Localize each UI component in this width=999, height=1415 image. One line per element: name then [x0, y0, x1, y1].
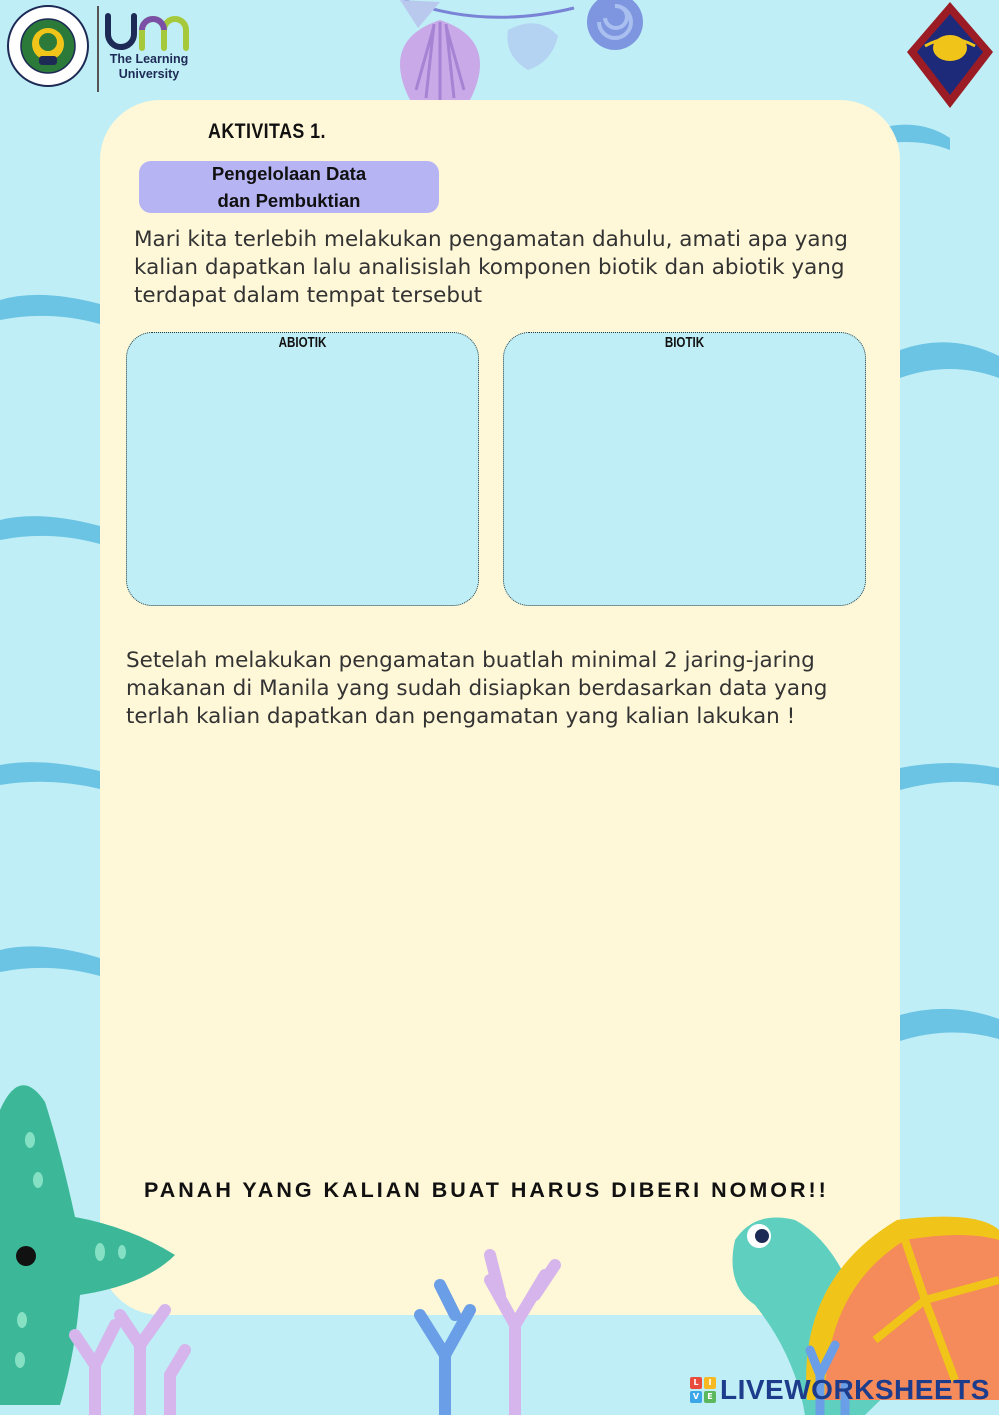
liveworksheets-text: LIVEWORKSHEETS [720, 1374, 990, 1405]
um-logo-mark [104, 10, 190, 52]
biotik-label: BIOTIK [664, 335, 705, 351]
liveworksheets-logo-icon: L I V E [690, 1377, 716, 1403]
um-seal-logo [6, 4, 90, 88]
coral-left-decoration [65, 1285, 195, 1415]
instruction-paragraph-2: Setelah melakukan pengamatan buatlah minimal 2 jaring-jaring makanan di Manila yang sudah disiapkan berdasarkan data yang terlah kalian dapatkan dan pengamatan yang kalian lakukan ! [126, 648, 828, 729]
header-divider [97, 6, 99, 92]
activity-title: AKTIVITAS 1. [208, 120, 326, 143]
biotik-answer-box[interactable] [503, 332, 866, 606]
abiotik-label: ABIOTIK [278, 335, 327, 351]
seashell-decoration [380, 0, 660, 105]
abiotik-answer-box[interactable] [126, 332, 479, 606]
coral-center-decoration [405, 1235, 585, 1415]
numbering-note: PANAH YANG KALIAN BUAT HARUS DIBERI NOMOR!! [144, 1178, 829, 1202]
liveworksheets-watermark [690, 1373, 990, 1407]
um-tagline: The Learning University [109, 52, 189, 81]
subtitle-pill: Pengelolaan Data dan Pembuktian [139, 161, 439, 213]
instruction-paragraph-1: Mari kita terlebih melakukan pengamatan dahulu, amati apa yang kalian dapatkan lalu analisislah komponen biotik dan abiotik yang terdapat dalam tempat tersebut [134, 227, 848, 308]
smp-badge-logo [905, 0, 995, 110]
